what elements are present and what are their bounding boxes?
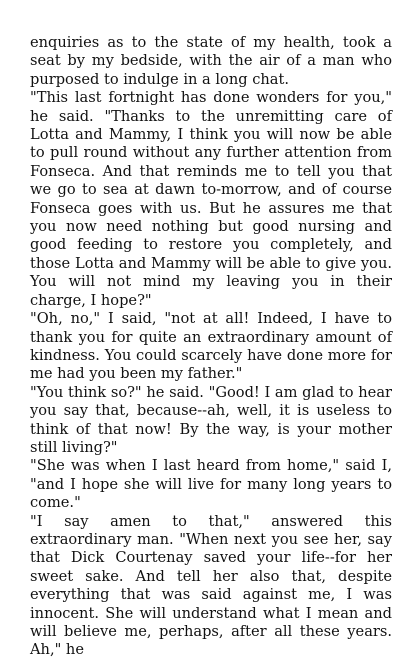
paragraph: "She was when I last heard from home," said I, "and I hope she will live for many long years to come." <box>30 457 392 512</box>
paragraph: "I say amen to that," answered this extraordinary man. "When next you see her, say that Dick Courtenay saved your life--for her sweet sake. And tell her also that, despite everything that was said against me, I was innocent. She will understand what I mean and will believe me, perhaps, after all these years. Ah," he <box>30 512 392 659</box>
page-text <box>30 34 392 660</box>
paragraph: "Oh, no," I said, "not at all! Indeed, I have to thank you for quite an extraordinary amount of kindness. You could scarcely have done more for me had you been my father." <box>30 310 392 383</box>
paragraph: enquiries as to the state of my health, took a seat by my bedside, with the air of a man who purposed to indulge in a long chat. <box>30 34 392 88</box>
paragraph: "You think so?" he said. "Good! I am glad to hear you say that, because--ah, well, it is useless to think of that now! By the way, is your mother still living?" <box>30 383 392 456</box>
paragraph: "This last fortnight has done wonders for you," he said. "Thanks to the unremitting care of Lotta and Mammy, I think you will now be able to pull round without any further attention from Fonseca. And that reminds me to tell you that we go to sea at dawn to-morrow, and of course Fonseca goes with us. But he assures me that you now need nothing but good nursing and good feeding to restore you completely, and those Lotta and Mammy will be able to give you. You will not mind my leaving you in their charge, I hope?" <box>30 89 392 309</box>
